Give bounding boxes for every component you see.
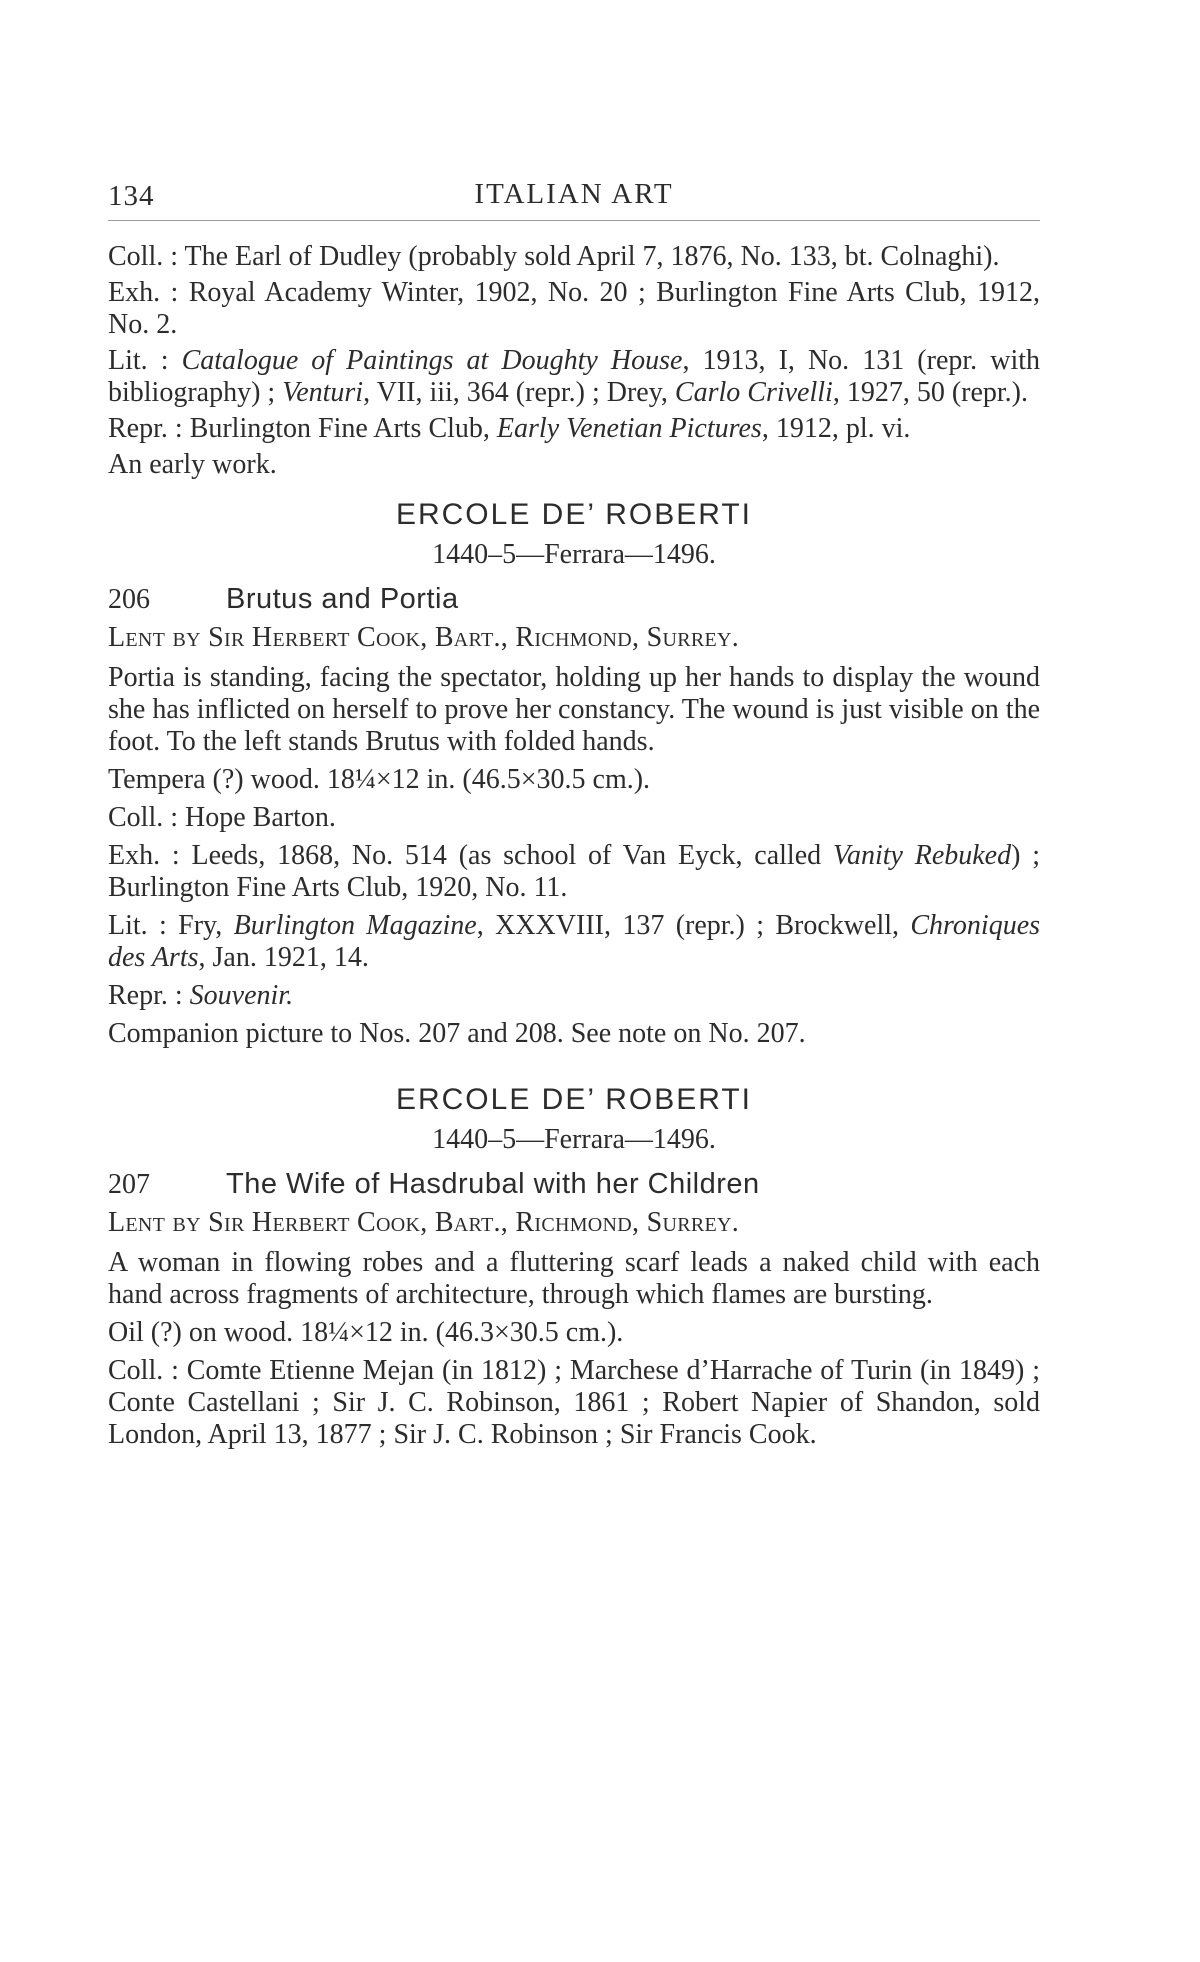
exhibition-title: Vanity Rebuked — [832, 840, 1012, 871]
page-number: 134 — [108, 180, 155, 212]
exhibition-text: Exh. : Leeds, 1868, No. 514 (as school of Van Eyck, called — [108, 840, 833, 871]
entry-title: The Wife of Hasdrubal with her Children — [226, 1168, 760, 1200]
entry-heading — [108, 1168, 1040, 1201]
catalogue-page — [108, 170, 1040, 1455]
reproduction-title: Souvenir. — [189, 980, 294, 1011]
note-paragraph: Companion picture to Nos. 207 and 208. See note on No. 207. — [108, 1018, 806, 1049]
entry-number: 207 — [108, 1169, 150, 1200]
literature-prefix: Lit. : Fry, — [108, 910, 234, 941]
reproduction-prefix: Repr. : — [108, 980, 190, 1011]
literature-prefix: Lit. : — [108, 345, 182, 376]
page-content — [108, 221, 1040, 1451]
artist-heading: ERCOLE DE’ ROBERTI — [395, 1083, 753, 1116]
collection-paragraph: Coll. : Comte Etienne Mejan (in 1812) ; Marchese d’Harrache of Turin (in 1849) ; Conte Castellani ; Sir J. C. Robinson, 1861 ; Robert Napier of Shandon, sold London, April 13, 1877 ; Sir J. C. Robinson ; Sir Francis Cook. — [108, 1355, 1040, 1450]
artist-heading: ERCOLE DE’ ROBERTI — [395, 498, 753, 531]
medium-paragraph: Oil (?) on wood. 18¼×12 in. (46.3×30.5 cm.). — [108, 1317, 624, 1348]
literature-text: , Jan. 1921, 14. — [198, 942, 369, 973]
literature-title: Catalogue of Paintings at Doughty House — [181, 345, 683, 376]
literature-text: , VII, iii, 364 (repr.) ; Drey, — [363, 377, 675, 408]
literature-title: Burlington Magazine — [233, 910, 477, 941]
page-header — [108, 170, 1040, 221]
literature-text: , 1913, I, No. 131 (repr. with bibliography) ; — [108, 345, 1040, 408]
reproduction-text: , 1912, pl. vi. — [761, 413, 911, 444]
literature-title: Carlo Crivelli — [674, 377, 833, 408]
collection-paragraph: Coll. : Hope Barton. — [108, 802, 336, 833]
note-paragraph: An early work. — [108, 449, 277, 480]
reproduction-paragraph — [108, 413, 1040, 445]
medium-paragraph: Tempera (?) wood. 18¼×12 in. (46.5×30.5 cm.). — [108, 764, 651, 795]
running-head: ITALIAN ART — [474, 178, 674, 210]
literature-title: Chroniques des Arts — [108, 910, 1041, 973]
reproduction-prefix: Repr. : Burlington Fine Arts Club, — [108, 413, 497, 444]
literature-text: , 1927, 50 (repr.). — [832, 377, 1029, 408]
description-paragraph: A woman in flowing robes and a fluttering scarf leads a naked child with each hand across fragments of architecture, through which flames are bursting. — [108, 1247, 1040, 1310]
artist-dates: 1440–5—Ferrara—1496. — [432, 1124, 716, 1155]
collection-paragraph: Coll. : The Earl of Dudley (probably sold April 7, 1876, No. 133, bt. Colnaghi). — [108, 241, 1000, 272]
reproduction-title: Early Venetian Pictures — [496, 413, 762, 444]
lender-line: Lent by Sir Herbert Cook, Bart., Richmond, Surrey. — [108, 1207, 740, 1238]
entry-heading — [108, 583, 1040, 616]
literature-author: Venturi — [282, 377, 364, 408]
exhibition-paragraph — [108, 840, 1040, 904]
reproduction-paragraph — [108, 980, 1040, 1012]
exhibition-paragraph: Exh. : Royal Academy Winter, 1902, No. 20 ; Burlington Fine Arts Club, 1912, No. 2. — [108, 277, 1040, 340]
literature-paragraph — [108, 910, 1040, 974]
lender-line: Lent by Sir Herbert Cook, Bart., Richmond, Surrey. — [108, 622, 740, 653]
entry-title: Brutus and Portia — [226, 583, 459, 615]
artist-dates: 1440–5—Ferrara—1496. — [432, 539, 716, 570]
description-paragraph: Portia is standing, facing the spectator, holding up her hands to display the wound she has inflicted on herself to prove her constancy. The wound is just visible on the foot. To the left stands Brutus with folded hands. — [108, 662, 1040, 757]
exhibition-text: ) ; Burlington Fine Arts Club, 1920, No. 11. — [108, 840, 1041, 903]
literature-text: , XXXVIII, 137 (repr.) ; Brockwell, — [476, 910, 911, 941]
literature-paragraph — [108, 345, 1040, 409]
entry-number: 206 — [108, 584, 150, 615]
